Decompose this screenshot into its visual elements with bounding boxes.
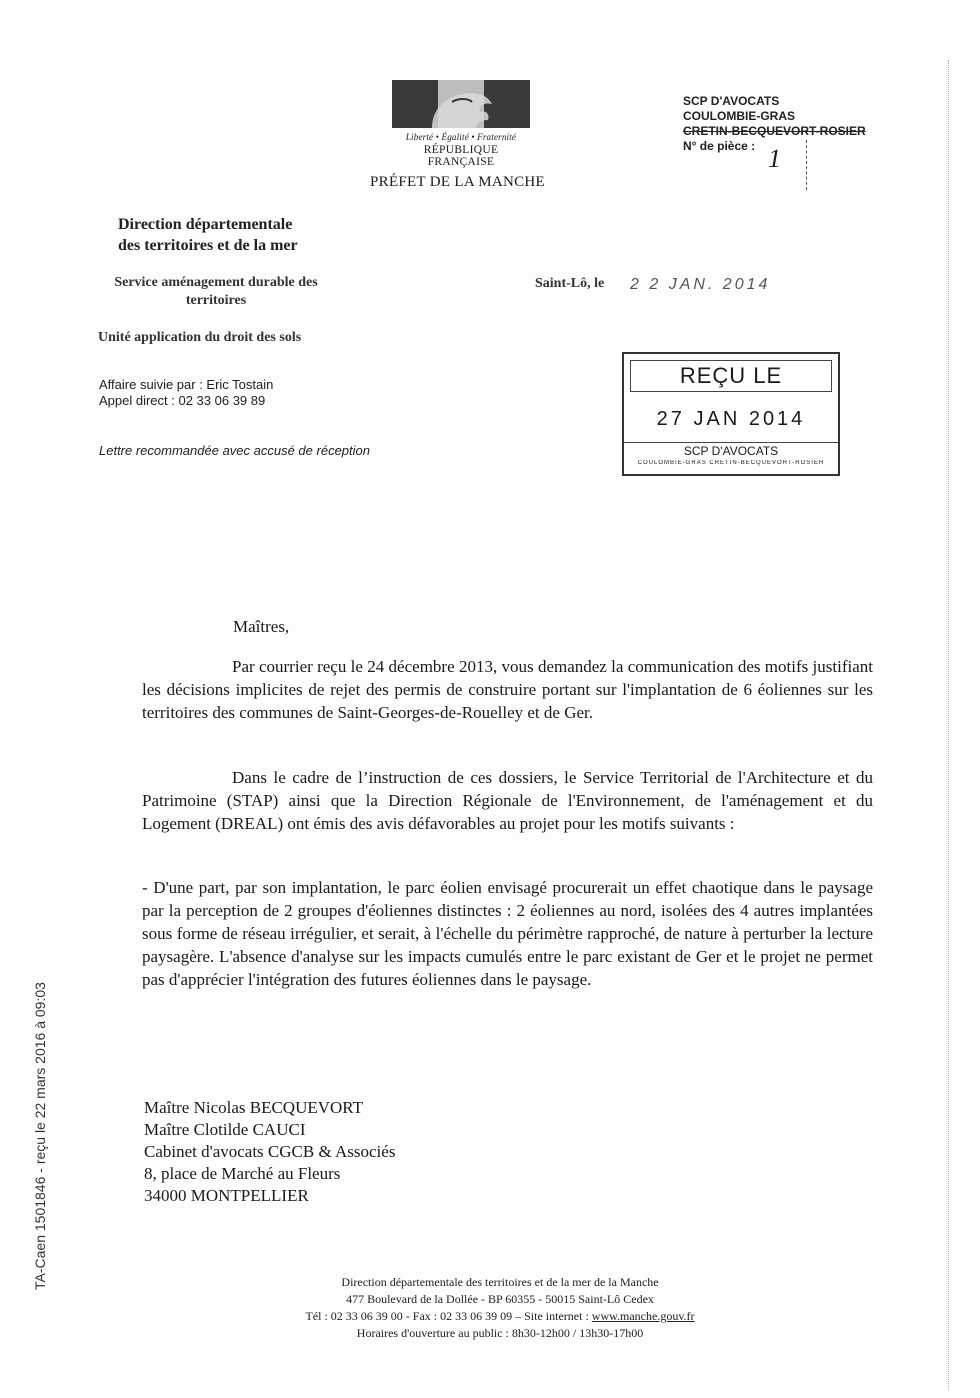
recipient-line-4: 8, place de Marché au Fleurs — [144, 1164, 341, 1183]
paragraph-2 — [142, 766, 873, 835]
scp-line-3: CRETIN-BECQUEVORT-ROSIER — [683, 124, 866, 138]
sender-direction — [118, 214, 298, 256]
direct-phone: Appel direct : 02 33 06 39 89 — [99, 393, 266, 408]
letter-date-stamp: 2 2 JAN. 2014 — [630, 276, 771, 293]
direction-line-1: Direction départementale — [118, 216, 293, 233]
stamp-firm-names: COULOMBIE-GRAS CRETIN-BECQUEVORT-ROSIER — [637, 460, 825, 466]
footer-line-1: Direction départementale des territoires et de la mer de la Manche — [341, 1275, 659, 1289]
service-line-1: Service aménagement durable des — [114, 275, 318, 290]
footer — [260, 1274, 740, 1342]
recipient-line-3: Cabinet d'avocats CGCB & Associés — [144, 1142, 396, 1161]
paragraph-2-text: Dans le cadre de l’instruction de ces dossiers, le Service Territorial de l'Architecture et du Patrimoine (STAP) ainsi que la Direction Régionale de l'Environnement, de l'aménagement et du Logement (DREAL) ont émis des avis défavorables au projet pour les motifs suivants : — [142, 768, 873, 833]
salutation: Maîtres, — [233, 617, 290, 636]
footer-contact: Tél : 02 33 06 39 00 - Fax : 02 33 06 39 09 – Site internet : — [305, 1309, 592, 1323]
piece-number: 1 — [768, 144, 781, 173]
sender-service — [98, 274, 334, 310]
letter-place: Saint-Lô, le — [535, 276, 605, 291]
court-receipt-stamp: TA-Caen 1501846 - reçu le 22 mars 2016 à 09:03 — [32, 982, 48, 1290]
footer-line-2: 477 Boulevard de la Dollée - BP 60355 - 50015 Saint-Lô Cedex — [346, 1292, 654, 1306]
paragraph-1 — [142, 655, 873, 724]
case-contact — [99, 377, 273, 409]
scp-line-1: SCP D'AVOCATS — [683, 94, 780, 108]
sender-unite: Unité application du droit des sols — [98, 330, 302, 345]
paragraph-3: - D'une part, par son implantation, le parc éolien envisagé procurerait un effet chaotique dans le paysage par la perception de 2 groupes d'éoliennes distinctes : 2 éoliennes au nord, isolées des 4 autres implantées sous forme de réseau irrégulier, et serait, à l'échelle du périmètre rapproché, de nature à perturber la lecture paysagère. L'absence d'analyse sur les impacts cumulés entre le parc existant de Ger et le projet ne permet pas d'apprécier l'intégration des futures éoliennes dans le paysage. — [142, 878, 873, 989]
delivery-mode: Lettre recommandée avec accusé de réception — [99, 443, 370, 458]
recipient-line-2: Maître Clotilde CAUCI — [144, 1120, 306, 1139]
piece-label: N° de pièce : — [683, 139, 756, 153]
recipient-line-5: 34000 MONTPELLIER — [144, 1186, 309, 1205]
case-handler: Affaire suivie par : Eric Tostain — [99, 377, 274, 392]
marianne-logo — [392, 80, 530, 168]
service-line-2: territoires — [185, 293, 247, 308]
received-stamp — [622, 352, 840, 476]
republic-motto: Liberté • Égalité • Fraternité — [405, 132, 517, 142]
scan-edge — [948, 60, 950, 1390]
prefet-title: PRÉFET DE LA MANCHE — [370, 174, 546, 190]
footer-line-3 — [260, 1308, 740, 1325]
scp-line-2: COULOMBIE-GRAS — [683, 109, 795, 123]
recipient-address — [144, 1097, 395, 1207]
republic-name: RÉPUBLIQUE FRANÇAISE — [423, 144, 499, 168]
stamp-firm: SCP D'AVOCATS — [683, 444, 779, 458]
stamp-title: REÇU LE — [630, 360, 832, 392]
stamp-date: 27 JAN 2014 — [656, 408, 806, 430]
direction-line-2: des territoires et de la mer — [118, 237, 298, 254]
recipient-line-1: Maître Nicolas BECQUEVORT — [144, 1098, 363, 1117]
paragraph-1-text: Par courrier reçu le 24 décembre 2013, vous demandez la communication des motifs justifiant les décisions implicites de rejet des permis de construire portant sur l'implantation de 6 éoliennes sur les territoires des communes de Saint-Georges-de-Rouelley et de Ger. — [142, 657, 873, 722]
marianne-emblem — [392, 80, 530, 128]
scp-divider — [806, 140, 809, 190]
stamp-divider — [624, 442, 838, 443]
website-link[interactable]: www.manche.gouv.fr — [591, 1309, 695, 1323]
footer-line-4: Horaires d'ouverture au public : 8h30-12h00 / 13h30-17h00 — [356, 1326, 644, 1340]
